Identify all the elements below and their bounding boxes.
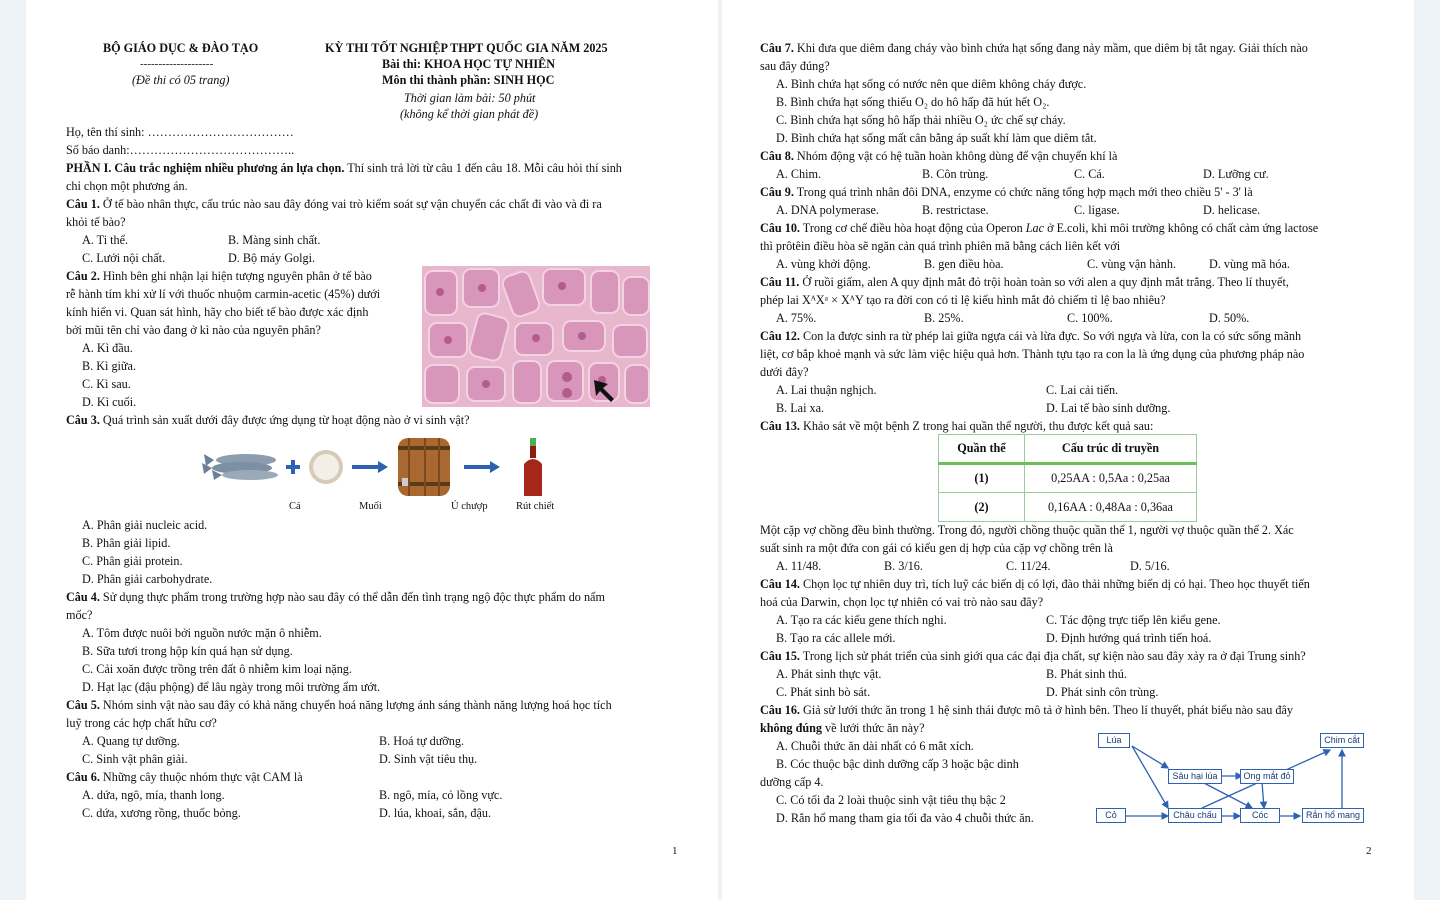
genetic-structure-table xyxy=(938,434,1197,522)
part1-title: PHẦN I. Câu trắc nghiệm nhiều phương án lựa chọn. xyxy=(66,161,345,175)
part1-desc: Thí sinh trả lời từ câu 1 đến câu 18. Mỗi câu hỏi thí sinh xyxy=(347,161,622,175)
q16-option-b-cont: dưỡng cấp 4. xyxy=(760,775,824,789)
q14-label: Câu 14. xyxy=(760,577,800,591)
q14-option-a[interactable]: A. Tạo ra các kiểu gene thích nghi. xyxy=(776,613,947,627)
q11-option-c[interactable]: C. 100%. xyxy=(1067,311,1113,325)
question-5 xyxy=(66,698,612,713)
part1-header xyxy=(66,161,622,176)
foodweb-node-rice-pest: Sâu hại lúa xyxy=(1168,769,1222,784)
q15-text: Trong lịch sử phát triển của sinh giới qua các đại địa chất, sự kiện nào sau đây xảy ra ở đại Trung sinh? xyxy=(802,649,1306,663)
q14-text-2: hoá của Darwin, chọn lọc tự nhiên có vai trò nào sau đây? xyxy=(760,595,1044,609)
q12-text-2: liệt, cơ bắp khoẻ mạnh và sức làm việc hiệu quả hơn. Thành tựu tạo ra con la là ứng dụng của phương pháp nào xyxy=(760,347,1305,361)
foodweb-node-grasshopper: Châu chấu xyxy=(1168,808,1222,823)
q16-bold: không đúng xyxy=(760,721,822,735)
q11-option-d[interactable]: D. 50%. xyxy=(1209,311,1250,325)
q10-label: Câu 10. xyxy=(760,221,800,235)
ministry-name: BỘ GIÁO DỤC & ĐÀO TẠO xyxy=(103,41,259,55)
q15-label: Câu 15. xyxy=(760,649,800,663)
q1-label: Câu 1. xyxy=(66,197,100,211)
q10-option-a[interactable]: A. vùng khởi động. xyxy=(776,257,871,271)
q14-option-b[interactable]: B. Tạo ra các allele mới. xyxy=(776,631,896,645)
foodweb-node-cobra: Rắn hổ mang xyxy=(1302,808,1364,823)
viewer-gutter-right xyxy=(1414,0,1440,900)
exam-subject: Bài thi: KHOA HỌC TỰ NHIÊN xyxy=(382,57,556,71)
fig-label-fish: Cá xyxy=(289,501,301,512)
page-number: 1 xyxy=(672,845,678,857)
q1-text-2: khỏi tế bào? xyxy=(66,215,126,229)
q14-option-c[interactable]: C. Tác động trực tiếp lên kiểu gene. xyxy=(1046,613,1221,627)
exam-time-note: (không kể thời gian phát đề) xyxy=(400,107,539,121)
arrow-right-icon xyxy=(464,461,500,473)
question-7 xyxy=(760,41,1308,56)
question-16 xyxy=(760,703,1293,718)
q7-text: Khi đưa que diêm đang cháy vào bình chứa hạt sống đang nảy mầm, que diêm bị tắt ngay. Giải thích nào xyxy=(796,41,1308,55)
q12-option-d[interactable]: D. Lai tế bào sinh dưỡng. xyxy=(1046,401,1171,415)
q1-option-a[interactable]: A. Ti thể. xyxy=(82,233,129,247)
q9-label: Câu 9. xyxy=(760,185,794,199)
q3-option-d[interactable]: D. Phân giải carbohydrate. xyxy=(82,572,213,586)
q14-option-d[interactable]: D. Định hướng quá trình tiến hoá. xyxy=(1046,631,1212,645)
q1-option-c[interactable]: C. Lưới nội chất. xyxy=(82,251,166,265)
q13-text: Khảo sát về một bệnh Z trong hai quần thể người, thu được kết quả sau: xyxy=(803,419,1154,433)
q7-option-a[interactable]: A. Bình chứa hạt sống có nước nên que diêm không cháy được. xyxy=(776,77,1087,91)
q13-option-d[interactable]: D. 5/16. xyxy=(1130,559,1170,573)
q12-text: Con la được sinh ra từ phép lai giữa ngựa cái và lừa đực. So với ngựa và lừa, con la có sức sống mãnh xyxy=(803,329,1302,343)
q13-text-3: suất sinh ra một đứa con gái có kiểu gen dị hợp của cặp vợ chồng trên là xyxy=(760,541,1113,555)
q6-text: Những cây thuộc nhóm thực vật CAM là xyxy=(102,770,303,784)
q2-option-b[interactable]: B. Kì giữa. xyxy=(82,359,136,373)
plus-icon xyxy=(286,460,300,474)
q2-option-d[interactable]: D. Kì cuối. xyxy=(82,395,137,409)
q16-option-b[interactable]: B. Cóc thuộc bậc dinh dưỡng cấp 3 hoặc bậc dinh xyxy=(776,757,1019,771)
q16-option-d[interactable]: D. Rắn hổ mang tham gia tối đa vào 4 chuỗi thức ăn. xyxy=(776,811,1034,825)
q4-option-c[interactable]: C. Cải xoăn được trồng trên đất ô nhiễm kim loại nặng. xyxy=(82,662,352,676)
fig-label-salt: Muối xyxy=(359,501,382,512)
foodweb-node-wasp: Ong mắt đỏ xyxy=(1240,769,1294,784)
q6-label: Câu 6. xyxy=(66,770,100,784)
foodweb-node-grass: Cỏ xyxy=(1096,808,1126,823)
viewer-gutter-left xyxy=(0,0,26,900)
q6-option-d[interactable]: D. lúa, khoai, sắn, đậu. xyxy=(379,806,492,820)
q4-label: Câu 4. xyxy=(66,590,100,604)
q2-option-a[interactable]: A. Kì đầu. xyxy=(82,341,133,355)
candidate-name: Họ, tên thí sinh: ……………………………… xyxy=(66,125,294,139)
question-3 xyxy=(66,413,470,428)
q2-text-4: bởi mũi tên chỉ vào đang ở kì nào của nguyên phân? xyxy=(66,323,321,337)
question-10 xyxy=(760,221,1318,236)
question-12 xyxy=(760,329,1301,344)
q11-option-b[interactable]: B. 25%. xyxy=(924,311,964,325)
q4-text-2: mốc? xyxy=(66,608,93,622)
q13-text-2: Một cặp vợ chồng đều bình thường. Trong đó, người chồng thuộc quần thể 1, người vợ thuộc quần thể 2. Xác xyxy=(760,523,1294,537)
question-14 xyxy=(760,577,1310,592)
sauce-bottle-icon xyxy=(524,438,542,496)
q6-option-c[interactable]: C. dứa, xương rồng, thuốc bỏng. xyxy=(82,806,241,820)
q8-option-c[interactable]: C. Cá. xyxy=(1074,167,1105,181)
q3-option-a[interactable]: A. Phân giải nucleic acid. xyxy=(82,518,208,532)
pointer-arrow-icon xyxy=(592,378,618,404)
q13-option-c[interactable]: C. 11/24. xyxy=(1006,559,1051,573)
foodweb-node-toad: Cóc xyxy=(1240,808,1280,823)
q2-label: Câu 2. xyxy=(66,269,100,283)
exam-page-1 xyxy=(26,0,718,900)
q14-text: Chọn lọc tự nhiên duy trì, tích luỹ các biến dị có lợi, đào thải những biến dị có hại. Theo học thuyết tiến xyxy=(803,577,1310,591)
q13-option-a[interactable]: A. 11/48. xyxy=(776,559,822,573)
q4-option-b[interactable]: B. Sữa tươi trong hộp kín quá hạn sử dụng. xyxy=(82,644,293,658)
q7-option-b[interactable]: B. Bình chứa hạt sống thiếu O₂ do hô hấp đã hút hết O₂. xyxy=(776,95,1050,109)
q9-option-d[interactable]: D. helicase. xyxy=(1203,203,1261,217)
q8-option-a[interactable]: A. Chim. xyxy=(776,167,822,181)
arrow-right-icon xyxy=(352,461,388,473)
q5-option-a[interactable]: A. Quang tự dưỡng. xyxy=(82,734,180,748)
q7-label: Câu 7. xyxy=(760,41,794,55)
foodweb-node-rice: Lúa xyxy=(1098,733,1130,748)
candidate-id: Số báo danh:………………………………….. xyxy=(66,143,295,157)
table-header-population: Quần thể xyxy=(939,435,1025,464)
q1-option-b[interactable]: B. Màng sinh chất. xyxy=(228,233,321,247)
q16-text-2-line xyxy=(760,721,925,736)
q4-option-d[interactable]: D. Hạt lạc (đậu phộng) để lâu ngày trong môi trường ẩm ướt. xyxy=(82,680,381,694)
q15-option-b[interactable]: B. Phát sinh thú. xyxy=(1046,667,1127,681)
q12-option-a[interactable]: A. Lai thuận nghịch. xyxy=(776,383,877,397)
q1-text: Ở tế bào nhân thực, cấu trúc nào sau đây đóng vai trò kiểm soát sự vận chuyển các chất đi vào và đi ra xyxy=(102,197,602,211)
q12-option-b[interactable]: B. Lai xa. xyxy=(776,401,825,415)
fig-label-fermenting: Ủ chượp xyxy=(451,501,488,512)
q7-text-2: sau đây đúng? xyxy=(760,59,830,73)
q8-label: Câu 8. xyxy=(760,149,794,163)
q3-option-b[interactable]: B. Phân giải lipid. xyxy=(82,536,171,550)
q11-option-a[interactable]: A. 75%. xyxy=(776,311,817,325)
header-dashes: -------------------- xyxy=(140,58,214,70)
q13-label: Câu 13. xyxy=(760,419,800,433)
table-cell: (2) xyxy=(939,493,1025,522)
salt-bowl-icon xyxy=(309,450,343,484)
q12-option-c[interactable]: C. Lai cải tiến. xyxy=(1046,383,1119,397)
q2-text-2: rễ hành tím khi xử lí với thuốc nhuộm carmin-acetic (45%) dưới xyxy=(66,287,381,301)
question-8 xyxy=(760,149,1117,164)
q11-label: Câu 11. xyxy=(760,275,800,289)
q10-lac: Lac xyxy=(1025,221,1045,235)
q11-text: Ở ruồi giấm, alen A quy định mắt đỏ trội hoàn toàn so với alen a quy định mắt trắng. Theo lí thuyết, xyxy=(802,275,1289,289)
q10-text-a: Trong cơ chế điều hòa hoạt động của Operon xyxy=(802,221,1023,235)
question-6 xyxy=(66,770,303,785)
q7-option-c[interactable]: C. Bình chứa hạt sống hô hấp thải nhiều O₂ ức chế sự cháy. xyxy=(776,113,1066,127)
q9-option-c[interactable]: C. ligase. xyxy=(1074,203,1120,217)
exam-page-2 xyxy=(722,0,1414,900)
q9-option-a[interactable]: A. DNA polymerase. xyxy=(776,203,879,217)
q10-option-b[interactable]: B. gen điều hòa. xyxy=(924,257,1004,271)
question-11 xyxy=(760,275,1289,290)
question-13 xyxy=(760,419,1153,434)
q16-text-2: về lưới thức ăn này? xyxy=(825,721,925,735)
q16-label: Câu 16. xyxy=(760,703,800,717)
q3-label: Câu 3. xyxy=(66,413,100,427)
q2-text-3: kính hiển vi. Quan sát hình, hãy cho biết tế bào được xác định xyxy=(66,305,369,319)
table-row xyxy=(939,464,1197,493)
q8-option-b[interactable]: B. Côn trùng. xyxy=(922,167,989,181)
mitosis-micrograph xyxy=(422,266,650,407)
q11-text-2: phép lai XᴬXᵃ × XᴬY tạo ra đời con có tỉ lệ kiểu hình mắt đỏ chiếm tỉ lệ bao nhiêu? xyxy=(760,293,1166,307)
question-2 xyxy=(66,269,372,284)
q2-text-1: Hình bên ghi nhận lại hiện tượng nguyên phân ở tế bào xyxy=(102,269,372,283)
q10-option-d[interactable]: D. vùng mã hóa. xyxy=(1209,257,1290,271)
question-1 xyxy=(66,197,602,212)
part1-desc-2: chỉ chọn một phương án. xyxy=(66,179,188,193)
q4-option-a[interactable]: A. Tôm được nuôi bởi nguồn nước mặn ô nhiễm. xyxy=(82,626,322,640)
q16-text: Giả sử lưới thức ăn trong 1 hệ sinh thái được mô tả ở hình bên. Theo lí thuyết, phát biểu nào sau đây xyxy=(803,703,1293,717)
q8-text: Nhóm động vật có hệ tuần hoàn không dùng để vận chuyển khí là xyxy=(796,149,1118,163)
table-header-row xyxy=(939,435,1197,464)
table-cell: (1) xyxy=(939,464,1025,493)
exam-component: Môn thi thành phần: SINH HỌC xyxy=(382,73,555,87)
q3-option-c[interactable]: C. Phân giải protein. xyxy=(82,554,183,568)
q15-option-d[interactable]: D. Phát sinh côn trùng. xyxy=(1046,685,1159,699)
q6-option-b[interactable]: B. ngô, mía, cỏ lồng vực. xyxy=(379,788,503,802)
exam-title: KỲ THI TỐT NGHIỆP THPT QUỐC GIA NĂM 2025 xyxy=(325,41,608,55)
foodweb-node-hawk: Chim cắt xyxy=(1320,733,1364,748)
page-number: 2 xyxy=(1366,845,1372,857)
q2-option-c[interactable]: C. Kì sau. xyxy=(82,377,131,391)
fish-sauce-process-figure xyxy=(202,434,552,500)
question-9 xyxy=(760,185,1253,200)
q10-text-2: thì prôtêin điều hòa sẽ ngăn cản quá trình phiên mã bằng cách liên kết với xyxy=(760,239,1121,253)
q5-label: Câu 5. xyxy=(66,698,100,712)
q4-text: Sử dụng thực phẩm trong trường hợp nào sau đây có thể dẫn đến tình trạng ngộ độc thực phẩm do nấm xyxy=(102,590,605,604)
q9-option-b[interactable]: B. restrictase. xyxy=(922,203,989,217)
q10-text-b: ở E.coli, khi môi trường không có chất cảm ứng lactose xyxy=(1047,221,1319,235)
q12-text-3: dưới đây? xyxy=(760,365,809,379)
q5-text: Nhóm sinh vật nào sau đây có khả năng chuyển hoá năng lượng ánh sáng thành năng lượng hoá học tích xyxy=(102,698,612,712)
q15-option-c[interactable]: C. Phát sinh bò sát. xyxy=(776,685,871,699)
question-15 xyxy=(760,649,1306,664)
table-row xyxy=(939,493,1197,522)
q9-text: Trong quá trình nhân đôi DNA, enzyme có chức năng tổng hợp mạch mới theo chiều 5' - 3' là xyxy=(796,185,1253,199)
q5-option-b[interactable]: B. Hoá tự dưỡng. xyxy=(379,734,464,748)
q10-option-c[interactable]: C. vùng vận hành. xyxy=(1087,257,1177,271)
table-cell: 0,25AA : 0,5Aa : 0,25aa xyxy=(1025,464,1197,493)
pages-note: (Đề thi có 05 trang) xyxy=(132,73,230,87)
table-header-structure: Cấu trúc di truyền xyxy=(1025,435,1197,464)
fig-label-extracting: Rút chiết xyxy=(516,501,555,512)
q7-option-d[interactable]: D. Bình chứa hạt sống mất cân bằng áp suất khí làm que diêm tắt. xyxy=(776,131,1097,145)
barrel-icon xyxy=(398,438,450,496)
q16-option-a[interactable]: A. Chuỗi thức ăn dài nhất có 6 mắt xích. xyxy=(776,739,974,753)
q5-option-c[interactable]: C. Sinh vật phân giải. xyxy=(82,752,188,766)
table-cell: 0,16AA : 0,48Aa : 0,36aa xyxy=(1025,493,1197,522)
q15-option-a[interactable]: A. Phát sinh thực vật. xyxy=(776,667,882,681)
exam-time: Thời gian làm bài: 50 phút xyxy=(404,91,536,105)
q16-option-c[interactable]: C. Có tối đa 2 loài thuộc sinh vật tiêu thụ bậc 2 xyxy=(776,793,1006,807)
q13-option-b[interactable]: B. 3/16. xyxy=(884,559,923,573)
q3-text: Quá trình sản xuất dưới đây được ứng dụng từ hoạt động nào ở vi sinh vật? xyxy=(102,413,470,427)
q12-label: Câu 12. xyxy=(760,329,800,343)
q8-option-d[interactable]: D. Lưỡng cư. xyxy=(1203,167,1269,181)
q6-option-a[interactable]: A. dứa, ngô, mía, thanh long. xyxy=(82,788,225,802)
q5-option-d[interactable]: D. Sinh vật tiêu thụ. xyxy=(379,752,478,766)
fish-icon xyxy=(202,454,278,480)
q1-option-d[interactable]: D. Bộ máy Golgi. xyxy=(228,251,316,265)
q5-text-2: luỹ trong các hợp chất hữu cơ? xyxy=(66,716,217,730)
question-4 xyxy=(66,590,605,605)
